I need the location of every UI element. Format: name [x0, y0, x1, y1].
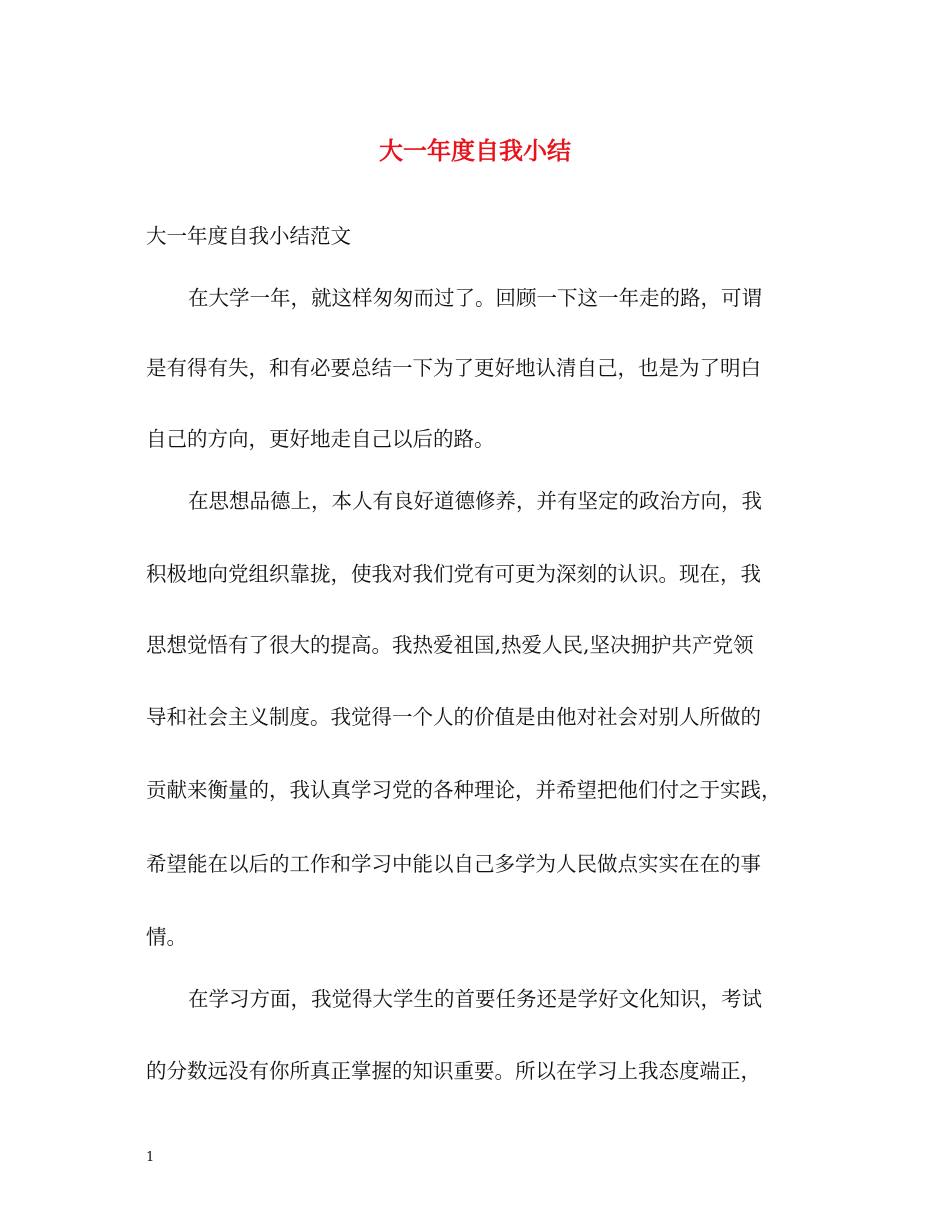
paragraph-2-line-3: 思想觉悟有了很大的提高。我热爱祖国,热爱人民,坚决拥护共产党领 [146, 633, 754, 657]
paragraph-3-line-1: 在学习方面，我觉得大学生的首要任务还是学好文化知识，考试 [188, 987, 762, 1011]
paragraph-2-line-5: 贡献来衡量的，我认真学习党的各种理论，并希望把他们付之于实践， [146, 778, 782, 802]
paragraph-2-line-1: 在思想品德上，本人有良好道德修养，并有坚定的政治方向，我 [188, 489, 762, 513]
paragraph-1-line-3: 自己的方向，更好地走自己以后的路。 [146, 427, 495, 451]
paragraph-2-line-4: 导和社会主义制度。我觉得一个人的价值是由他对社会对别人所做的 [146, 705, 761, 729]
page-number: 1 [146, 1150, 155, 1165]
paragraph-2-line-2: 积极地向党组织靠拢，使我对我们党有可更为深刻的认识。现在，我 [146, 562, 761, 586]
paragraph-2-line-7: 情。 [146, 925, 187, 949]
paragraph-1-line-1: 在大学一年，就这样匆匆而过了。回顾一下这一年走的路，可谓 [188, 286, 762, 310]
paragraph-3-line-2: 的分数远没有你所真正掌握的知识重要。所以在学习上我态度端正， [146, 1059, 761, 1083]
document-title: 大一年度自我小结 [379, 136, 571, 165]
document-subtitle: 大一年度自我小结范文 [146, 224, 351, 248]
paragraph-1-line-2: 是有得有失，和有必要总结一下为了更好地认清自己，也是为了明白 [146, 356, 761, 380]
paragraph-2-line-6: 希望能在以后的工作和学习中能以自己多学为人民做点实实在在的事 [146, 852, 761, 876]
